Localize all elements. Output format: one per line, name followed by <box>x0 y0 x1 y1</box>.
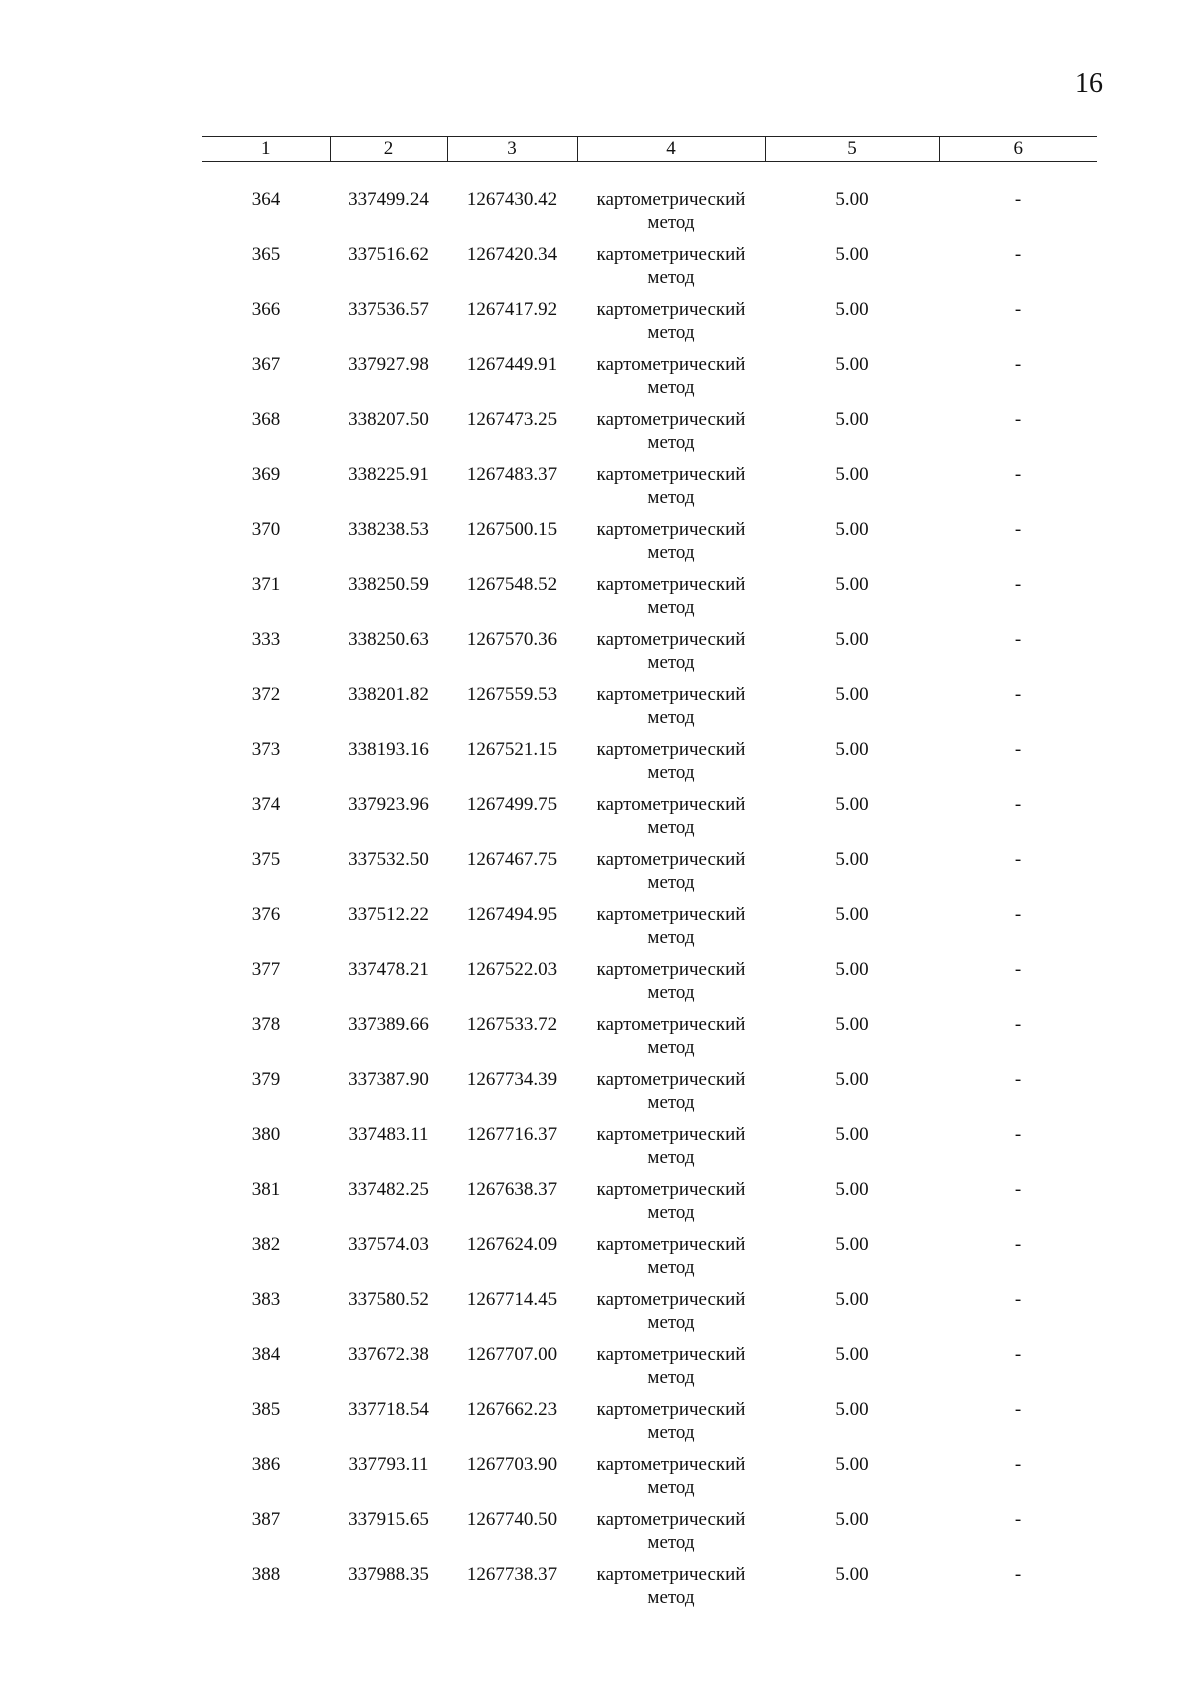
method-cell <box>577 848 765 903</box>
table-body <box>202 162 1097 1619</box>
x-coordinate-cell: 337512.22 <box>348 904 429 925</box>
method-line: метод <box>647 982 695 1003</box>
method-line: картометрический <box>596 1014 746 1035</box>
description-cell: - <box>1014 354 1022 375</box>
y-coordinate-cell: 1267430.42 <box>466 189 558 210</box>
method-cell <box>577 573 765 628</box>
table-row <box>202 1453 1097 1508</box>
method-cell <box>577 1068 765 1123</box>
method-line: картометрический <box>596 1399 746 1420</box>
table-row <box>202 1178 1097 1233</box>
point-number-cell: 386 <box>251 1454 281 1475</box>
y-coordinate-cell: 1267548.52 <box>466 574 558 595</box>
y-coordinate-cell: 1267521.15 <box>466 739 558 760</box>
method-line: картометрический <box>596 519 746 540</box>
table-row <box>202 1068 1097 1123</box>
point-number-cell: 382 <box>251 1234 281 1255</box>
method-line: картометрический <box>596 1509 746 1530</box>
x-coordinate-cell: 337672.38 <box>348 1344 429 1365</box>
accuracy-cell: 5.00 <box>835 1289 869 1310</box>
method-line: картометрический <box>596 1289 746 1310</box>
table-row <box>202 1233 1097 1288</box>
method-line: метод <box>647 1532 695 1553</box>
table-row <box>202 463 1097 518</box>
method-line: метод <box>647 377 695 398</box>
method-cell <box>577 188 765 243</box>
accuracy-cell: 5.00 <box>835 299 869 320</box>
method-line: метод <box>647 707 695 728</box>
x-coordinate-cell: 337718.54 <box>348 1399 429 1420</box>
point-number-cell: 380 <box>251 1124 281 1145</box>
table-row <box>202 628 1097 683</box>
table-row <box>202 1343 1097 1398</box>
accuracy-cell: 5.00 <box>835 1124 869 1145</box>
point-number-cell: 364 <box>251 189 281 210</box>
x-coordinate-cell: 337387.90 <box>348 1069 429 1090</box>
method-line: метод <box>647 762 695 783</box>
page-number: 16 <box>1075 68 1103 99</box>
y-coordinate-cell: 1267467.75 <box>466 849 558 870</box>
method-line: картометрический <box>596 1344 746 1365</box>
x-coordinate-cell: 338250.59 <box>348 574 429 595</box>
method-line: метод <box>647 1422 695 1443</box>
point-number-cell: 365 <box>251 244 281 265</box>
method-line: метод <box>647 267 695 288</box>
accuracy-cell: 5.00 <box>835 794 869 815</box>
method-line: картометрический <box>596 849 746 870</box>
method-line: картометрический <box>596 629 746 650</box>
method-cell <box>577 298 765 353</box>
description-cell: - <box>1014 849 1022 870</box>
method-line: метод <box>647 597 695 618</box>
accuracy-cell: 5.00 <box>835 1014 869 1035</box>
method-cell <box>577 1013 765 1068</box>
accuracy-cell: 5.00 <box>835 1234 869 1255</box>
y-coordinate-cell: 1267494.95 <box>466 904 558 925</box>
description-cell: - <box>1014 519 1022 540</box>
y-coordinate-cell: 1267734.39 <box>466 1069 558 1090</box>
method-line: картометрический <box>596 574 746 595</box>
point-number-cell: 387 <box>251 1509 281 1530</box>
description-cell: - <box>1014 574 1022 595</box>
x-coordinate-cell: 337516.62 <box>348 244 429 265</box>
method-line: картометрический <box>596 959 746 980</box>
column-header: 3 <box>447 137 577 162</box>
x-coordinate-cell: 337482.25 <box>348 1179 429 1200</box>
coordinates-table <box>202 136 1097 1618</box>
description-cell: - <box>1014 739 1022 760</box>
table-row <box>202 1398 1097 1453</box>
method-line: метод <box>647 542 695 563</box>
method-line: картометрический <box>596 189 746 210</box>
method-line: картометрический <box>596 1454 746 1475</box>
point-number-cell: 375 <box>251 849 281 870</box>
method-line: картометрический <box>596 794 746 815</box>
method-cell <box>577 793 765 848</box>
description-cell: - <box>1014 1289 1022 1310</box>
method-cell <box>577 1123 765 1178</box>
point-number-cell: 374 <box>251 794 281 815</box>
y-coordinate-cell: 1267638.37 <box>466 1179 558 1200</box>
table-row <box>202 1013 1097 1068</box>
point-number-cell: 372 <box>251 684 281 705</box>
accuracy-cell: 5.00 <box>835 904 869 925</box>
x-coordinate-cell: 337536.57 <box>348 299 429 320</box>
table-row <box>202 243 1097 298</box>
point-number-cell: 370 <box>251 519 281 540</box>
point-number-cell: 379 <box>251 1069 281 1090</box>
point-number-cell: 333 <box>251 629 281 650</box>
x-coordinate-cell: 337988.35 <box>348 1564 429 1585</box>
point-number-cell: 388 <box>251 1564 281 1585</box>
point-number-cell: 378 <box>251 1014 281 1035</box>
method-cell <box>577 518 765 573</box>
column-header: 4 <box>577 137 765 162</box>
description-cell: - <box>1014 1564 1022 1585</box>
description-cell: - <box>1014 1454 1022 1475</box>
y-coordinate-cell: 1267533.72 <box>466 1014 558 1035</box>
point-number-cell: 384 <box>251 1344 281 1365</box>
table-row <box>202 958 1097 1013</box>
method-line: метод <box>647 1587 695 1608</box>
point-number-cell: 381 <box>251 1179 281 1200</box>
accuracy-cell: 5.00 <box>835 849 869 870</box>
method-line: метод <box>647 432 695 453</box>
y-coordinate-cell: 1267707.00 <box>466 1344 558 1365</box>
accuracy-cell: 5.00 <box>835 354 869 375</box>
table-spacer <box>202 162 1097 189</box>
method-cell <box>577 1398 765 1453</box>
point-number-cell: 367 <box>251 354 281 375</box>
method-line: картометрический <box>596 1234 746 1255</box>
accuracy-cell: 5.00 <box>835 1179 869 1200</box>
method-line: метод <box>647 817 695 838</box>
x-coordinate-cell: 337574.03 <box>348 1234 429 1255</box>
y-coordinate-cell: 1267738.37 <box>466 1564 558 1585</box>
method-line: картометрический <box>596 354 746 375</box>
x-coordinate-cell: 338250.63 <box>348 629 429 650</box>
method-cell <box>577 1233 765 1288</box>
accuracy-cell: 5.00 <box>835 629 869 650</box>
x-coordinate-cell: 338201.82 <box>348 684 429 705</box>
y-coordinate-cell: 1267500.15 <box>466 519 558 540</box>
accuracy-cell: 5.00 <box>835 189 869 210</box>
point-number-cell: 376 <box>251 904 281 925</box>
table-row <box>202 518 1097 573</box>
accuracy-cell: 5.00 <box>835 1564 869 1585</box>
description-cell: - <box>1014 1234 1022 1255</box>
column-header: 6 <box>939 137 1097 162</box>
description-cell: - <box>1014 244 1022 265</box>
x-coordinate-cell: 337923.96 <box>348 794 429 815</box>
table-row <box>202 738 1097 793</box>
method-line: метод <box>647 1367 695 1388</box>
x-coordinate-cell: 338207.50 <box>348 409 429 430</box>
table-row <box>202 353 1097 408</box>
method-cell <box>577 1178 765 1233</box>
method-line: метод <box>647 1092 695 1113</box>
method-line: метод <box>647 487 695 508</box>
method-line: картометрический <box>596 1564 746 1585</box>
description-cell: - <box>1014 464 1022 485</box>
description-cell: - <box>1014 959 1022 980</box>
y-coordinate-cell: 1267420.34 <box>466 244 558 265</box>
y-coordinate-cell: 1267522.03 <box>466 959 558 980</box>
y-coordinate-cell: 1267417.92 <box>466 299 558 320</box>
x-coordinate-cell: 337499.24 <box>348 189 429 210</box>
x-coordinate-cell: 337580.52 <box>348 1289 429 1310</box>
accuracy-cell: 5.00 <box>835 1399 869 1420</box>
method-line: метод <box>647 652 695 673</box>
x-coordinate-cell: 337915.65 <box>348 1509 429 1530</box>
point-number-cell: 385 <box>251 1399 281 1420</box>
description-cell: - <box>1014 904 1022 925</box>
y-coordinate-cell: 1267499.75 <box>466 794 558 815</box>
description-cell: - <box>1014 1399 1022 1420</box>
table-row <box>202 1508 1097 1563</box>
method-cell <box>577 1508 765 1563</box>
point-number-cell: 383 <box>251 1289 281 1310</box>
column-header: 5 <box>765 137 939 162</box>
method-cell <box>577 463 765 518</box>
accuracy-cell: 5.00 <box>835 519 869 540</box>
table-row <box>202 298 1097 353</box>
method-cell <box>577 683 765 738</box>
y-coordinate-cell: 1267703.90 <box>466 1454 558 1475</box>
y-coordinate-cell: 1267559.53 <box>466 684 558 705</box>
x-coordinate-cell: 338238.53 <box>348 519 429 540</box>
table-header-row <box>202 137 1097 162</box>
table-row <box>202 848 1097 903</box>
x-coordinate-cell: 337793.11 <box>348 1454 429 1475</box>
method-line: метод <box>647 1312 695 1333</box>
accuracy-cell: 5.00 <box>835 1509 869 1530</box>
method-line: метод <box>647 322 695 343</box>
description-cell: - <box>1014 1179 1022 1200</box>
method-line: метод <box>647 1037 695 1058</box>
method-cell <box>577 408 765 463</box>
description-cell: - <box>1014 629 1022 650</box>
point-number-cell: 368 <box>251 409 281 430</box>
column-header: 2 <box>330 137 447 162</box>
method-line: картометрический <box>596 299 746 320</box>
accuracy-cell: 5.00 <box>835 684 869 705</box>
accuracy-cell: 5.00 <box>835 959 869 980</box>
accuracy-cell: 5.00 <box>835 1069 869 1090</box>
y-coordinate-cell: 1267570.36 <box>466 629 558 650</box>
method-line: картометрический <box>596 244 746 265</box>
table-row <box>202 1123 1097 1178</box>
table-row <box>202 903 1097 958</box>
method-line: метод <box>647 1147 695 1168</box>
method-line: метод <box>647 1257 695 1278</box>
table-row <box>202 188 1097 243</box>
accuracy-cell: 5.00 <box>835 1454 869 1475</box>
table-row <box>202 793 1097 848</box>
method-line: метод <box>647 1202 695 1223</box>
y-coordinate-cell: 1267483.37 <box>466 464 558 485</box>
description-cell: - <box>1014 1509 1022 1530</box>
method-line: метод <box>647 212 695 233</box>
accuracy-cell: 5.00 <box>835 244 869 265</box>
y-coordinate-cell: 1267662.23 <box>466 1399 558 1420</box>
method-cell <box>577 243 765 298</box>
table-row <box>202 1563 1097 1618</box>
method-line: картометрический <box>596 409 746 430</box>
method-line: картометрический <box>596 1179 746 1200</box>
point-number-cell: 371 <box>251 574 281 595</box>
point-number-cell: 377 <box>251 959 281 980</box>
method-line: метод <box>647 927 695 948</box>
accuracy-cell: 5.00 <box>835 464 869 485</box>
accuracy-cell: 5.00 <box>835 574 869 595</box>
table-row <box>202 1288 1097 1343</box>
point-number-cell: 369 <box>251 464 281 485</box>
method-line: картометрический <box>596 904 746 925</box>
description-cell: - <box>1014 1344 1022 1365</box>
method-line: картометрический <box>596 1124 746 1145</box>
y-coordinate-cell: 1267714.45 <box>466 1289 558 1310</box>
method-cell <box>577 1453 765 1508</box>
method-line: метод <box>647 1477 695 1498</box>
description-cell: - <box>1014 1069 1022 1090</box>
x-coordinate-cell: 337927.98 <box>348 354 429 375</box>
method-line: картометрический <box>596 464 746 485</box>
description-cell: - <box>1014 1014 1022 1035</box>
accuracy-cell: 5.00 <box>835 739 869 760</box>
method-cell <box>577 1563 765 1618</box>
y-coordinate-cell: 1267624.09 <box>466 1234 558 1255</box>
table-row <box>202 683 1097 738</box>
method-cell <box>577 958 765 1013</box>
description-cell: - <box>1014 409 1022 430</box>
method-line: метод <box>647 872 695 893</box>
description-cell: - <box>1014 299 1022 320</box>
y-coordinate-cell: 1267449.91 <box>466 354 558 375</box>
table-row <box>202 573 1097 628</box>
method-line: картометрический <box>596 1069 746 1090</box>
x-coordinate-cell: 337478.21 <box>348 959 429 980</box>
method-line: картометрический <box>596 739 746 760</box>
y-coordinate-cell: 1267740.50 <box>466 1509 558 1530</box>
accuracy-cell: 5.00 <box>835 409 869 430</box>
method-cell <box>577 1343 765 1398</box>
x-coordinate-cell: 337532.50 <box>348 849 429 870</box>
method-cell <box>577 738 765 793</box>
method-cell <box>577 628 765 683</box>
accuracy-cell: 5.00 <box>835 1344 869 1365</box>
x-coordinate-cell: 337389.66 <box>348 1014 429 1035</box>
description-cell: - <box>1014 1124 1022 1145</box>
description-cell: - <box>1014 794 1022 815</box>
method-cell <box>577 353 765 408</box>
x-coordinate-cell: 337483.11 <box>348 1124 429 1145</box>
y-coordinate-cell: 1267716.37 <box>466 1124 558 1145</box>
table-row <box>202 408 1097 463</box>
description-cell: - <box>1014 189 1022 210</box>
point-number-cell: 366 <box>251 299 281 320</box>
method-cell <box>577 1288 765 1343</box>
method-cell <box>577 903 765 958</box>
x-coordinate-cell: 338193.16 <box>348 739 429 760</box>
y-coordinate-cell: 1267473.25 <box>466 409 558 430</box>
column-header: 1 <box>202 137 330 162</box>
description-cell: - <box>1014 684 1022 705</box>
point-number-cell: 373 <box>251 739 281 760</box>
method-line: картометрический <box>596 684 746 705</box>
x-coordinate-cell: 338225.91 <box>348 464 429 485</box>
